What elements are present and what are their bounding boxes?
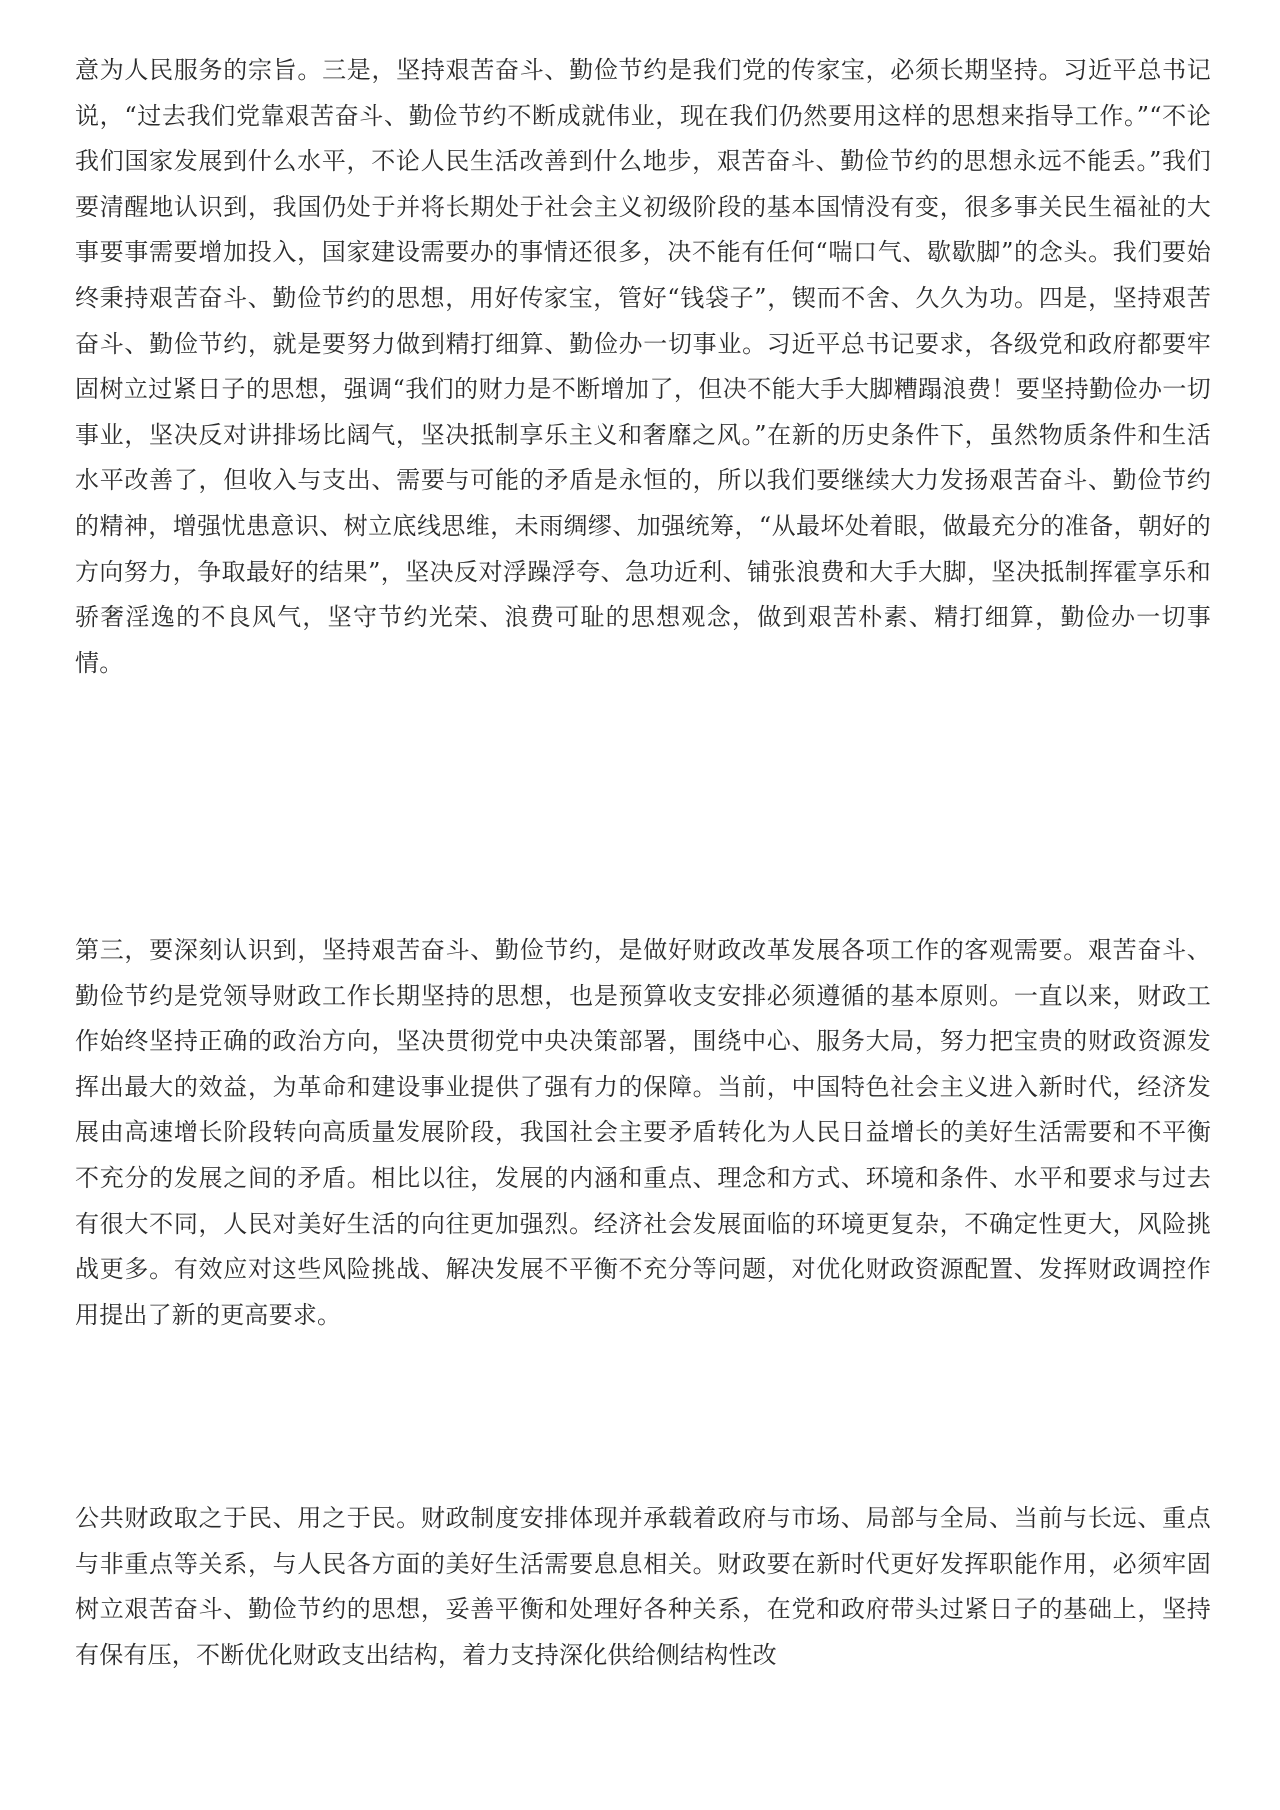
paragraph-2: 第三，要深刻认识到，坚持艰苦奋斗、勤俭节约，是做好财政改革发展各项工作的客观需要。艰苦奋斗、勤俭节约是党领导财政工作长期坚持的思想，也是预算收支安排必须遵循的基本原则。一直以来，财政工作始终坚持正确的政治方向，坚决贯彻党中央决策部署，围绕中心、服务大局，努力把宝贵的财政资源发挥出最大的效益，为革命和建设事业提供了强有力的保障。当前，中国特色社会主义进入新时代，经济发展由高速增长阶段转向高质量发展阶段，我国社会主要矛盾转化为人民日益增长的美好生活需要和不平衡不充分的发展之间的矛盾。相比以往，发展的内涵和重点、理念和方式、环境和条件、水平和要求与过去有很大不同，人民对美好生活的向往更加强烈。经济社会发展面临的环境更复杂，不确定性更大，风险挑战更多。有效应对这些风险挑战、解决发展不平衡不充分等问题，对优化财政资源配置、发挥财政调控作用提出了新的更高要求。 xyxy=(75,936,1211,1329)
paragraph-1: 意为人民服务的宗旨。三是，坚持艰苦奋斗、勤俭节约是我们党的传家宝，必须长期坚持。习近平总书记说，“过去我们党靠艰苦奋斗、勤俭节约不断成就伟业，现在我们仍然要用这样的思想来指导工作。”“不论我们国家发展到什么水平，不论人民生活改善到什么地步，艰苦奋斗、勤俭节约的思想永远不能丢。”我们要清醒地认识到，我国仍处于并将长期处于社会主义初级阶段的基本国情没有变，很多事关民生福祉的大事要事需要增加投入，国家建设需要办的事情还很多，决不能有任何“喘口气、歇歇脚”的念头。我们要始终秉持艰苦奋斗、勤俭节约的思想，用好传家宝，管好“钱袋子”，锲而不舍、久久为功。四是，坚持艰苦奋斗、勤俭节约，就是要努力做到精打细算、勤俭办一切事业。习近平总书记要求，各级党和政府都要牢固树立过紧日子的思想，强调“我们的财力是不断增加了，但决不能大手大脚糟蹋浪费！要坚持勤俭办一切事业，坚决反对讲排场比阔气，坚决抵制享乐主义和奢靡之风。”在新的历史条件下，虽然物质条件和生活水平改善了，但收入与支出、需要与可能的矛盾是永恒的，所以我们要继续大力发扬艰苦奋斗、勤俭节约的精神，增强忧患意识、树立底线思维，未雨绸缪、加强统筹，“从最坏处着眼，做最充分的准备，朝好的方向努力，争取最好的结果”，坚决反对浮躁浮夸、急功近利、铺张浪费和大手大脚，坚决抵制挥霍享乐和骄奢淫逸的不良风气，坚守节约光荣、浪费可耻的思想观念，做到艰苦朴素、精打细算，勤俭办一切事情。 xyxy=(75,56,1211,677)
paragraph-3: 公共财政取之于民、用之于民。财政制度安排体现并承载着政府与市场、局部与全局、当前与长远、重点与非重点等关系，与人民各方面的美好生活需要息息相关。财政要在新时代更好发挥职能作用，必须牢固树立艰苦奋斗、勤俭节约的思想，妥善平衡和处理好各种关系，在党和政府带头过紧日子的基础上，坚持有保有压，不断优化财政支出结构，着力支持深化供给侧结构性改 xyxy=(75,1504,1211,1669)
